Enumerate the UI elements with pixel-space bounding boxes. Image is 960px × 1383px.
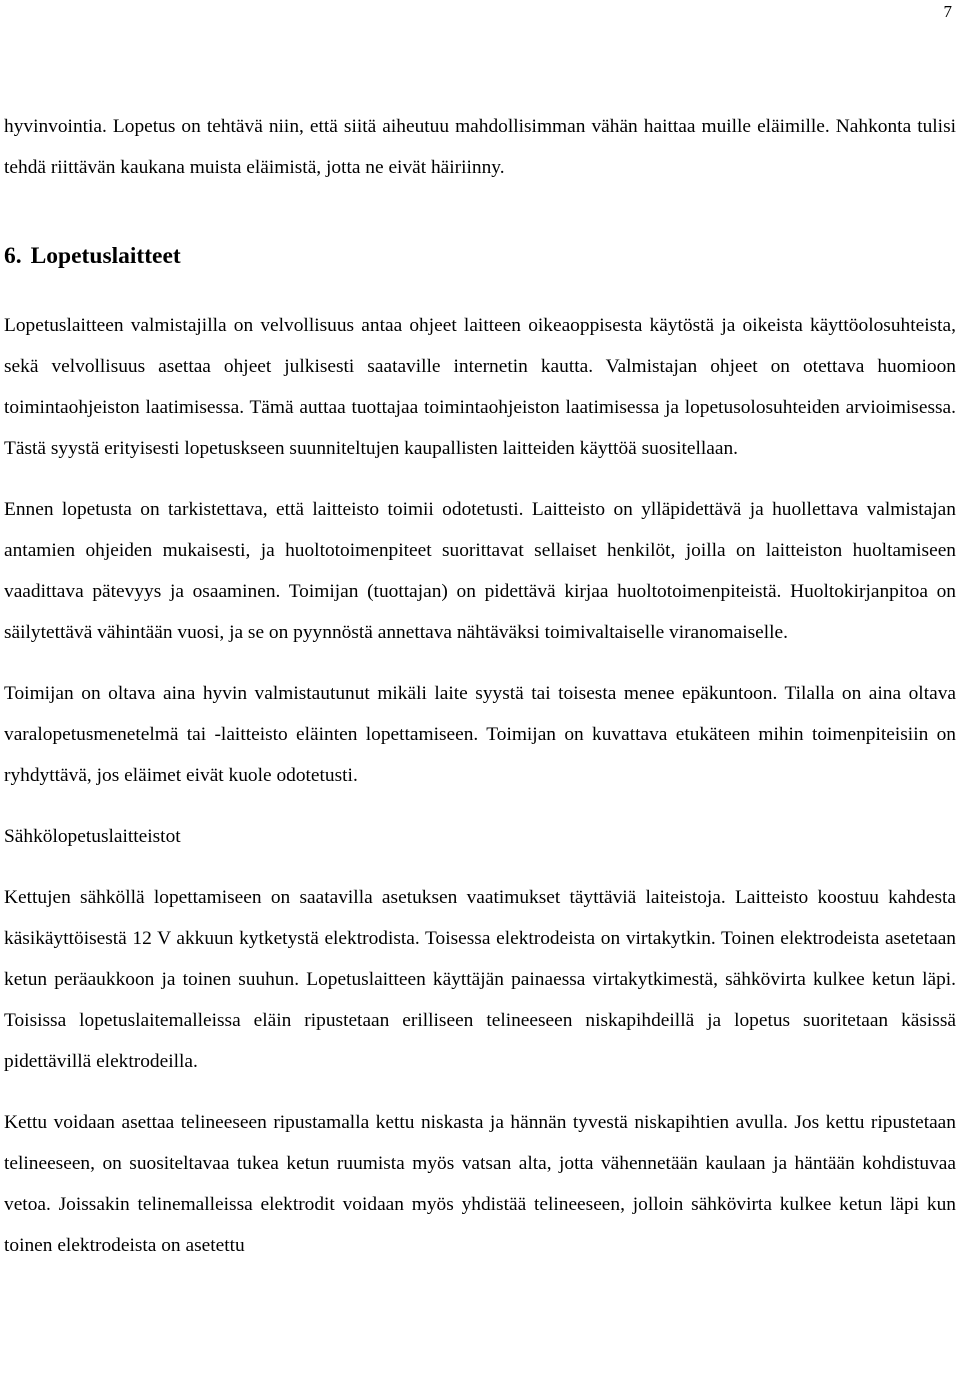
paragraph: Toimijan on oltava aina hyvin valmistautunut mikäli laite syystä tai toisesta menee epäkuntoon. Tilalla on aina oltava varalopetusmenetelmä tai -laitteisto eläinten lopettamiseen. Toimijan on kuvattava etukäteen mihin toimenpiteisiin on ryhdyttävä, jos eläimet eivät kuole odotetusti.	[4, 683, 956, 786]
subheading: Sähkölopetuslaitteistot	[4, 826, 181, 847]
intro-paragraph: hyvinvointia. Lopetus on tehtävä niin, että siitä aiheutuu mahdollisimman vähän haittaa muille eläimille. Nahkonta tulisi tehdä riittävän kaukana muista eläimistä, jotta ne eivät häiriinny.	[4, 116, 956, 178]
paragraph: Ennen lopetusta on tarkistettava, että laitteisto toimii odotetusti. Laitteisto on ylläpidettävä ja huollettava valmistajan antamien ohjeiden mukaisesti, ja huoltotoimenpiteet suorittavat sellaiset henkilöt, joilla on laitteiston huoltamiseen vaadittava pätevyys ja osaaminen. Toimijan (tuottajan) on pidettävä kirjaa huoltotoimenpiteistä. Huoltokirjanpitoa on säilytettävä vähintään vuosi, ja se on pyynnöstä annettava nähtäväksi toimivaltaiselle viranomaiselle.	[4, 499, 956, 643]
page-number: 7	[943, 2, 952, 21]
document-body	[4, 106, 956, 1266]
paragraph: Kettu voidaan asettaa telineeseen ripustamalla kettu niskasta ja hännän tyvestä niskapihtien avulla. Jos kettu ripustetaan telineeseen, on suositeltavaa tukea ketun ruumista myös vatsan alta, jotta vähennetään kaulaan ja häntään kohdistuvaa vetoa. Joissakin telinemalleissa elektrodit voidaan myös yhdistää telineeseen, jolloin sähkövirta kulkee ketun läpi kun toinen elektrodeista on asetettu	[4, 1112, 956, 1256]
paragraph: Lopetuslaitteen valmistajilla on velvollisuus antaa ohjeet laitteen oikeaoppisesta käytöstä ja oikeista käyttöolosuhteista, sekä velvollisuus asettaa ohjeet julkisesti saataville internetin kautta. Valmistajan ohjeet on otettava huomioon toimintaohjeiston laatimisessa. Tämä auttaa tuottajaa toimintaohjeiston laatimisessa ja lopetusolosuhteiden arvioimisessa. Tästä syystä erityisesti lopetuskseen suunniteltujen kaupallisten laitteiden käyttöä suositellaan.	[4, 315, 956, 459]
section-number: 6.	[4, 243, 22, 269]
paragraph: Kettujen sähköllä lopettamiseen on saatavilla asetuksen vaatimukset täyttäviä laiteistoja. Laitteisto koostuu kahdesta käsikäyttöisestä 12 V akkuun kytketystä elektrodista. Toisessa elektrodeista on virtakytkin. Toinen elektrodeista asetetaan ketun peräaukkoon ja toinen suuhun. Lopetuslaitteen käyttäjän painaessa virtakytkimestä, sähkövirta kulkee ketun läpi. Toisissa lopetuslaitemalleissa eläin ripustetaan erilliseen telineeseen niskapihdeillä ja lopetus suoritetaan käsissä pidettävillä elektrodeilla.	[4, 887, 956, 1072]
section-title: Lopetuslaitteet	[30, 243, 181, 269]
section-heading	[4, 236, 956, 277]
